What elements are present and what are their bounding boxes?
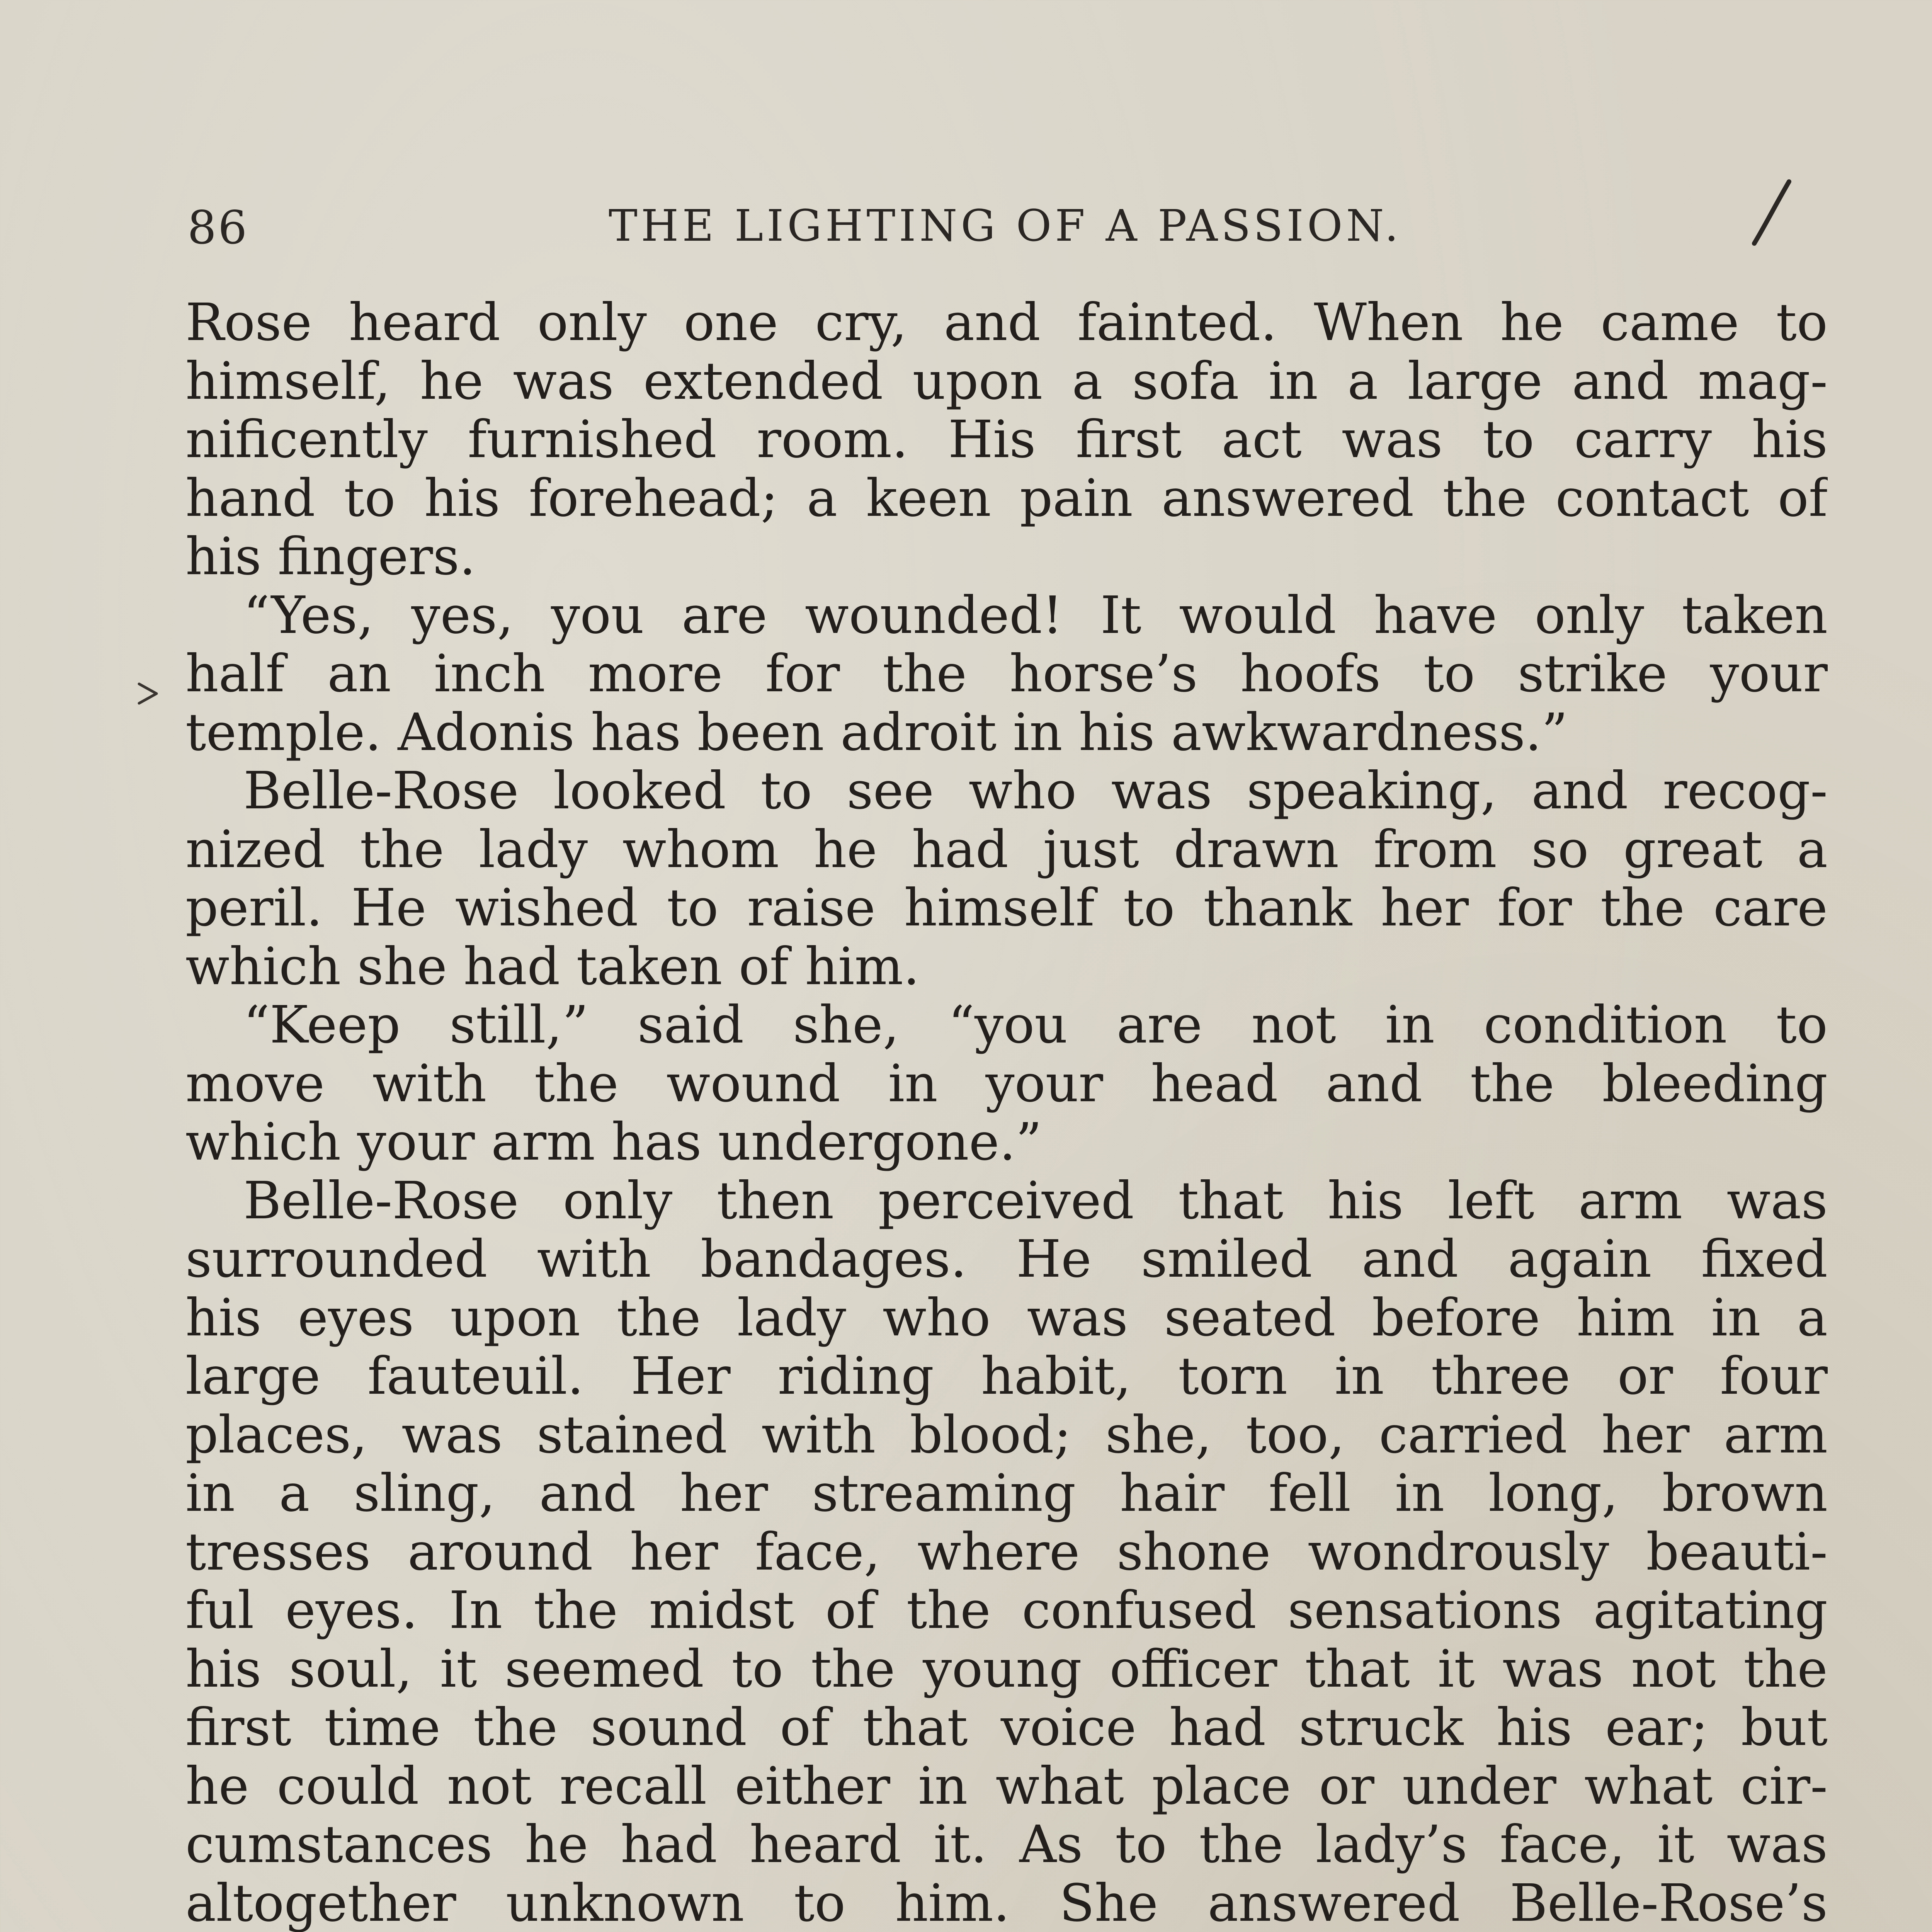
text-line: his eyes upon the lady who was seated before him in a: [185, 1289, 1828, 1347]
text-line: move with the wound in your head and the bleeding: [185, 1054, 1828, 1113]
text-line: temple. Adonis has been adroit in his awkwardness.”: [185, 703, 1568, 762]
text-line: altogether unknown to him. She answered Belle-Rose’s: [185, 1874, 1828, 1932]
text-line: peril. He wished to raise himself to thank her for the care: [185, 879, 1828, 938]
page-body-text: [185, 294, 1828, 1932]
text-line: Rose heard only one cry, and fainted. When he came to: [185, 294, 1828, 352]
text-line: first time the sound of that voice had struck his ear; but: [185, 1699, 1828, 1757]
text-line: large fauteuil. Her riding habit, torn in three or four: [185, 1347, 1828, 1406]
text-line: Belle-Rose only then perceived that his left arm was: [243, 1172, 1828, 1230]
page-number: 86: [187, 201, 249, 254]
page-header: [187, 201, 1823, 263]
text-line: ful eyes. In the midst of the confused sensations agitating: [185, 1582, 1828, 1640]
text-line: cumstances he had heard it. As to the lady’s face, it was: [185, 1816, 1828, 1874]
text-line: nized the lady whom he had just drawn from so great a: [185, 820, 1828, 879]
text-line: places, was stained with blood; she, too, carried her arm: [185, 1406, 1828, 1464]
text-line: himself, he was extended upon a sofa in a large and mag-: [185, 352, 1828, 411]
text-line: his soul, it seemed to the young officer that it was not the: [185, 1640, 1828, 1699]
margin-arrow-icon: [135, 678, 162, 709]
text-line: tresses around her face, where shone wondrously beauti-: [185, 1523, 1828, 1582]
text-line: which your arm has undergone.”: [185, 1113, 1042, 1172]
text-line: hand to his forehead; a keen pain answered the contact of: [185, 469, 1828, 528]
text-line: half an inch more for the horse’s hoofs to strike your: [185, 645, 1828, 704]
text-line: nificently furnished room. His first act was to carry his: [185, 411, 1828, 469]
text-line: “Yes, yes, you are wounded! It would have only taken: [243, 586, 1828, 645]
text-line: “Keep still,” said she, “you are not in condition to: [243, 996, 1828, 1055]
text-line: in a sling, and her streaming hair fell in long, brown: [185, 1464, 1828, 1523]
text-line: he could not recall either in what place or under what cir-: [185, 1757, 1828, 1816]
text-line: surrounded with bandages. He smiled and again fixed: [185, 1230, 1828, 1289]
text-line: which she had taken of him.: [185, 937, 920, 996]
running-head: THE LIGHTING OF A PASSION.: [608, 201, 1402, 251]
pencil-mark-icon: [1739, 178, 1801, 247]
text-line: his fingers.: [185, 528, 476, 587]
text-line: Belle-Rose looked to see who was speaking, and recog-: [243, 762, 1828, 821]
